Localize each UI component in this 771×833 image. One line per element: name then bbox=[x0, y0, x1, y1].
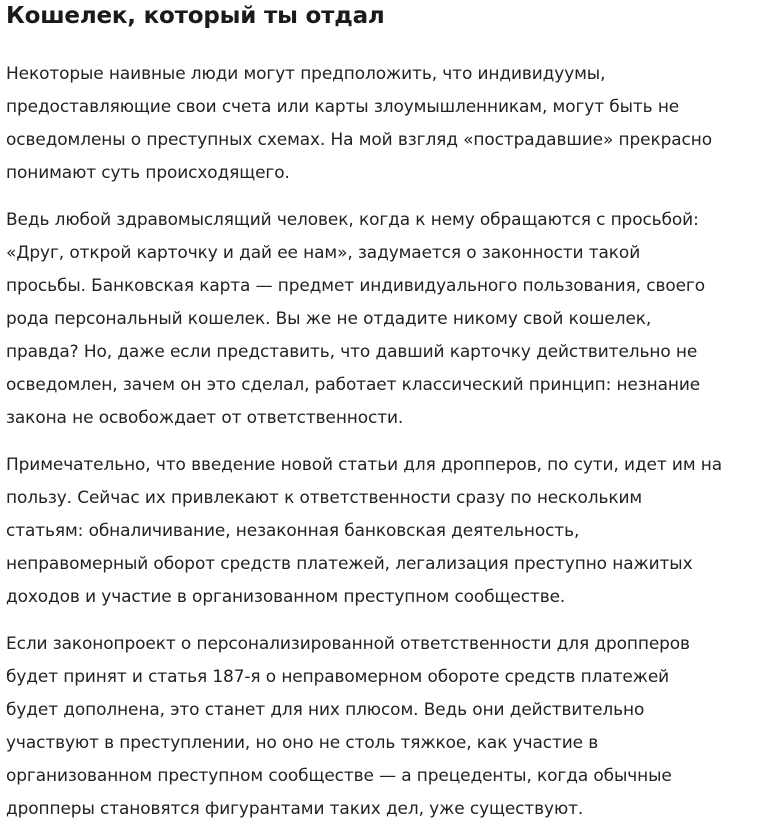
article-title: Кошелек, который ты отдал bbox=[6, 3, 385, 29]
paragraph-line: участвуют в преступлении, но оно не столь тяжкое, как участие в bbox=[6, 732, 599, 752]
article-paragraph-2 bbox=[6, 203, 771, 434]
paragraph-line: «Друг, открой карточку и дай ее нам», задумается о законности такой bbox=[6, 242, 641, 262]
article-paragraph-3 bbox=[6, 448, 771, 613]
paragraph-line: организованном преступном сообществе — а прецеденты, когда обычные bbox=[6, 765, 672, 785]
paragraph-line: правда? Но, даже если представить, что давший карточку действительно не bbox=[6, 341, 698, 361]
paragraph-line: просьбы. Банковская карта — предмет индивидуального пользования, своего bbox=[6, 275, 705, 295]
paragraph-line: Ведь любой здравомыслящий человек, когда к нему обращаются с просьбой: bbox=[6, 209, 699, 229]
paragraph-line: закона не освобождает от ответственности. bbox=[6, 407, 404, 427]
paragraph-line: дропперы становятся фигурантами таких дел, уже существуют. bbox=[6, 798, 584, 818]
paragraph-line: будет дополнена, это станет для них плюсом. Ведь они действительно bbox=[6, 699, 645, 719]
paragraph-line: рода персональный кошелек. Вы же не отдадите никому свой кошелек, bbox=[6, 308, 652, 328]
article-paragraph-1 bbox=[6, 57, 771, 189]
paragraph-line: пользу. Сейчас их привлекают к ответственности сразу по нескольким bbox=[6, 487, 643, 507]
paragraph-line: Некоторые наивные люди могут предположить, что индивидуумы, bbox=[6, 63, 606, 83]
paragraph-line: неправомерный оборот средств платежей, легализация преступно нажитых bbox=[6, 553, 693, 573]
paragraph-line: доходов и участие в организованном преступном сообществе. bbox=[6, 586, 566, 606]
paragraph-line: осведомлены о преступных схемах. На мой взгляд «пострадавшие» прекрасно bbox=[6, 129, 712, 149]
paragraph-line: Если законопроект о персонализированной ответственности для дропперов bbox=[6, 633, 690, 653]
article-paragraph-4 bbox=[6, 627, 771, 825]
paragraph-line: будет принят и статья 187-я о неправомерном обороте средств платежей bbox=[6, 666, 670, 686]
paragraph-line: понимают суть происходящего. bbox=[6, 162, 290, 182]
paragraph-line: предоставляющие свои счета или карты злоумышленникам, могут быть не bbox=[6, 96, 680, 116]
paragraph-line: Примечательно, что введение новой статьи для дропперов, по сути, идет им на bbox=[6, 454, 723, 474]
paragraph-line: осведомлен, зачем он это сделал, работает классический принцип: незнание bbox=[6, 374, 701, 394]
paragraph-line: статьям: обналичивание, незаконная банковская деятельность, bbox=[6, 520, 580, 540]
